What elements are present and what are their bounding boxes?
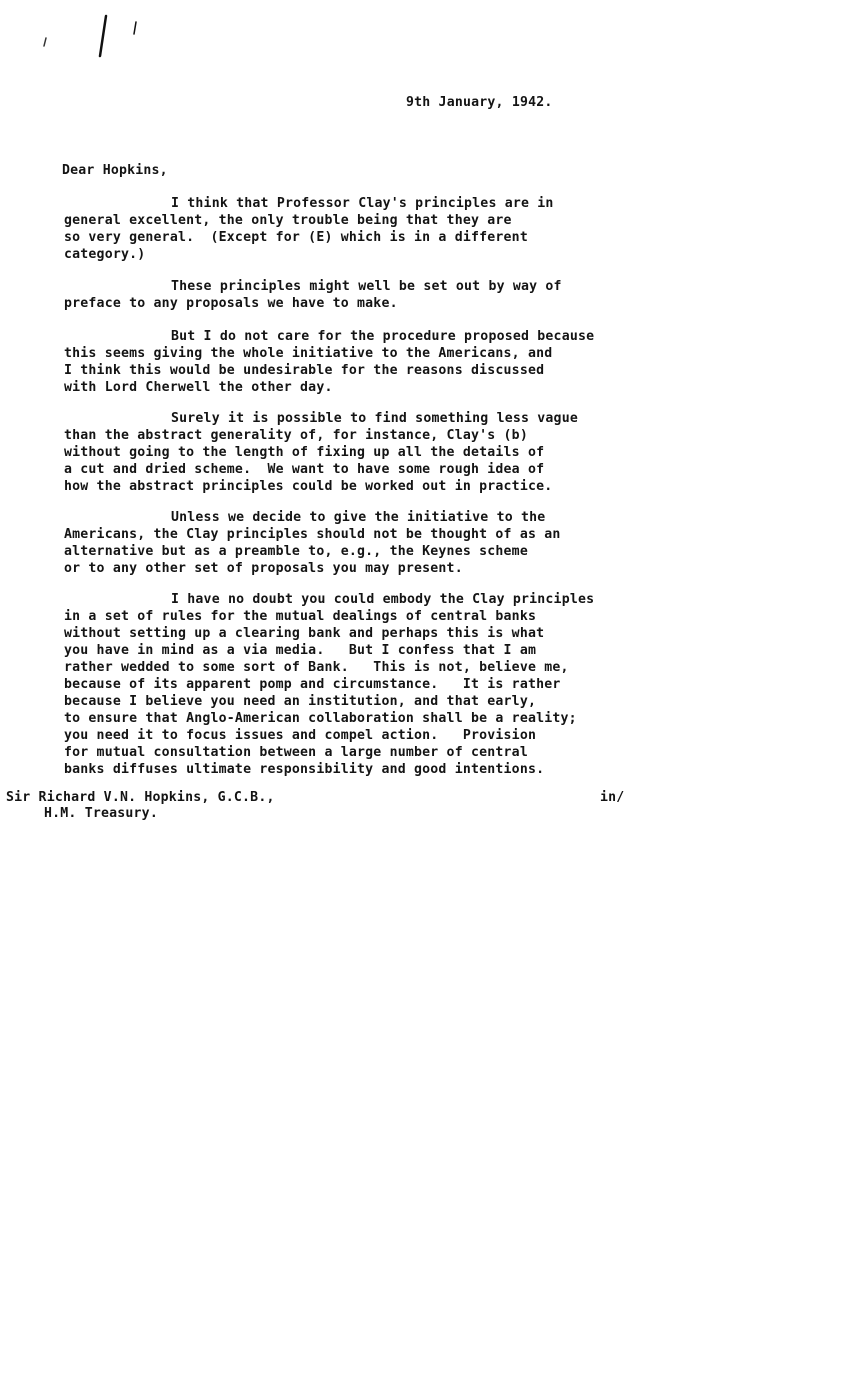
letter-line: Unless we decide to give the initiative to the	[171, 510, 546, 525]
letter-line: I have no doubt you could embody the Clay principles	[171, 592, 595, 607]
letter-line: you need it to focus issues and compel action. Provision	[64, 728, 537, 743]
letter-line: how the abstract principles could be worked out in practice.	[64, 479, 553, 494]
letter-line: I think this would be undesirable for the reasons discussed	[64, 363, 545, 378]
letter-line: in a set of rules for the mutual dealings of central banks	[64, 609, 537, 624]
addressee-department: H.M. Treasury.	[44, 806, 158, 821]
letter-line: preface to any proposals we have to make.	[64, 296, 398, 311]
letter-line: without setting up a clearing bank and perhaps this is what	[64, 626, 545, 641]
letter-line: rather wedded to some sort of Bank. This is not, believe me,	[64, 660, 569, 675]
letter-line: category.)	[64, 247, 146, 262]
addressee-name: Sir Richard V.N. Hopkins, G.C.B.,	[6, 790, 275, 805]
letter-line: But I do not care for the procedure proposed because	[171, 329, 595, 344]
letter-line: Surely it is possible to find something less vague	[171, 411, 578, 426]
letter-line: a cut and dried scheme. We want to have some rough idea of	[64, 462, 545, 477]
letter-line: because of its apparent pomp and circumstance. It is rather	[64, 677, 561, 692]
margin-pen-marks	[38, 12, 148, 72]
continuation-mark: in/	[600, 790, 625, 805]
letter-line: you have in mind as a via media. But I confess that I am	[64, 643, 537, 658]
letter-line: so very general. (Except for (E) which is in a different	[64, 230, 528, 245]
letter-line: I think that Professor Clay's principles are in	[171, 196, 554, 211]
letter-line: These principles might well be set out by way of	[171, 279, 562, 294]
letter-line: Americans, the Clay principles should not be thought of as an	[64, 527, 561, 542]
letter-line: banks diffuses ultimate responsibility and good intentions.	[64, 762, 545, 777]
letter-line: general excellent, the only trouble being that they are	[64, 213, 512, 228]
letter-line: than the abstract generality of, for instance, Clay's (b)	[64, 428, 528, 443]
letter-line: to ensure that Anglo-American collaboration shall be a reality;	[64, 711, 577, 726]
letter-date: 9th January, 1942.	[406, 95, 553, 110]
letter-line: with Lord Cherwell the other day.	[64, 380, 333, 395]
letter-line: alternative but as a preamble to, e.g., the Keynes scheme	[64, 544, 528, 559]
letter-line: without going to the length of fixing up all the details of	[64, 445, 545, 460]
letter-line: this seems giving the whole initiative to the Americans, and	[64, 346, 553, 361]
salutation: Dear Hopkins,	[62, 163, 168, 178]
letter-line: because I believe you need an institution, and that early,	[64, 694, 537, 709]
letter-line: for mutual consultation between a large number of central	[64, 745, 528, 760]
letter-line: or to any other set of proposals you may present.	[64, 561, 463, 576]
